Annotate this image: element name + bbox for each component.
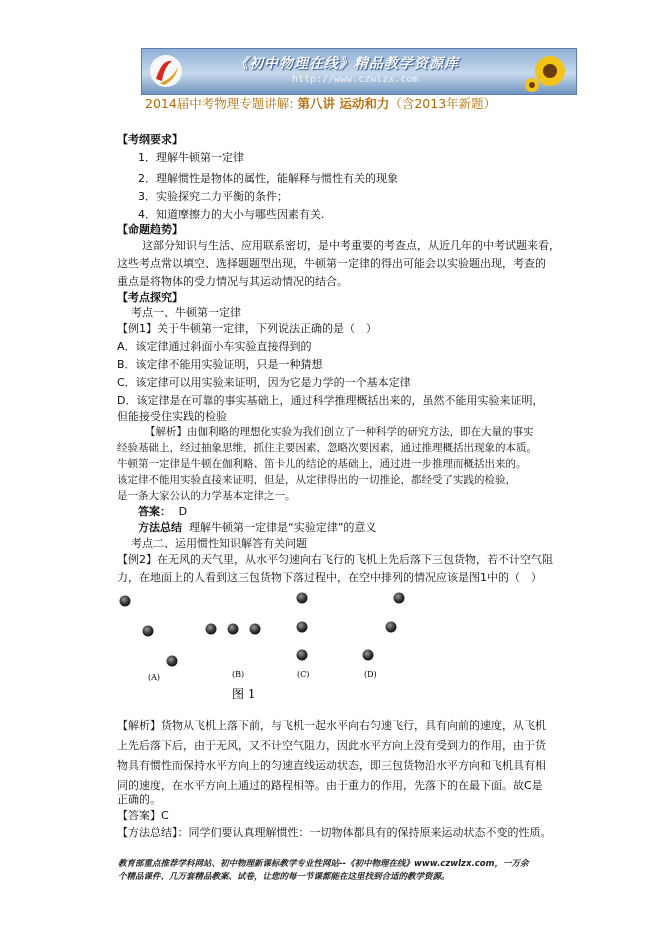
example1-analysis-line: 【解析】由伽利略的理想化实验为我们创立了一种科学的研究方法，即在大量的事实 [145,426,534,438]
mingti-line: 重点是将物体的受力情况与其运动情况的结合。 [117,275,348,288]
footer-line: 个精品课件、几万套精品教案、试卷，让您的每一节课都能在这里找到合适的教学资源。 [118,872,450,882]
example2-analysis-line: 同的速度，在水平方向上通过的路程相等。由于重力的作用，先落下的在最下面。故C是 [117,779,543,792]
figure-label-d: (D) [364,670,377,679]
figure-1 [110,585,410,705]
example1-question: 【例1】关于牛顿第一定律，下列说法正确的是（ ） [117,322,377,335]
kaogang-item: 1．理解牛顿第一定律 [138,151,244,164]
example1-option-a: A．该定律通过斜面小车实验直接得到的 [117,340,312,353]
package-dot [143,626,154,637]
package-dot [228,624,239,635]
example2-question-line: 力，在地面上的人看到这三包货物下落过程中，在空中排列的情况应该是图1中的（ ） [117,571,542,584]
package-dot [394,593,405,604]
example1-option-d-cont: 但能接受住实践的检验 [117,410,227,423]
banner-title: 《初中物理在线》精品教学资源库 [234,56,459,72]
example2-analysis-line: 【解析】货物从飞机上落下前，与飞机一起水平向右匀速飞行，具有向前的速度，从飞机 [117,719,546,732]
section-kaodian: 【考点探究】 [117,291,183,304]
kaodian-1-heading: 考点一、牛顿第一定律 [131,306,241,319]
title-sep: : [289,96,298,111]
package-dot [120,596,131,607]
site-logo-icon [148,53,184,89]
example1-option-b: B．该定律不能用实验证明，只是一种猜想 [117,358,323,371]
answer-value: D [178,505,188,518]
section-mingti: 【命题趋势】 [117,223,183,236]
figure-label-c: (C) [297,670,310,679]
example1-option-c: C．该定律可以用实验来证明，因为它是力学的一个基本定律 [117,376,411,389]
site-banner [141,48,577,95]
example2-answer: 【答案】C [117,809,169,822]
page-footer [118,858,578,884]
kaogang-item: 4．知道摩擦力的大小与哪些因素有关. [138,208,325,221]
title-suffix: （含2013年新题） [389,96,497,111]
figure-label-a: (A) [148,673,161,682]
kaogang-item: 2．理解惯性是物体的属性，能解释与惯性有关的现象 [138,172,398,185]
example2-method: 【方法总结】：同学们要认真理解惯性：一切物体都具有的保持原来运动状态不变的性质。 [117,826,552,839]
page-title [145,94,496,112]
package-dot [297,650,308,661]
package-dot [206,624,217,635]
example2-question-line: 【例2】在无风的天气里，从水平匀速向右飞行的飞机上先后落下三包货物，若不计空气阻 [117,553,553,566]
package-dot [250,624,261,635]
package-dot [363,650,374,661]
example1-analysis-line: 该定律不能用实验直接来证明，但是，从定律得出的一切推论，都经受了实践的检验， [117,474,516,486]
package-dot [167,656,178,667]
example1-analysis-line: 是一条大家公认的力学基本定律之一。 [117,490,296,502]
mingti-line: 这部分知识与生活、应用联系密切，是中考重要的考查点，从近几年的中考试题来看， [142,239,560,252]
sunflower-icon [524,51,572,93]
answer-label: 答案： [138,505,171,518]
kaodian-2-heading: 考点二、运用惯性知识解答有关问题 [131,537,307,550]
kaogang-item: 3．实验探究二力平衡的条件； [138,190,288,203]
package-dot [297,622,308,633]
title-prefix: 2014届中考物理专题讲解 [145,96,290,111]
package-dot [386,622,397,633]
title-topic: 第八讲 运动和力 [297,96,390,111]
example2-analysis-line: 正确的。 [117,793,161,806]
example1-analysis-line: 牛顿第一定律是牛顿在伽利略、笛卡儿的结论的基础上，通过进一步推理而概括出来的。 [117,458,527,470]
package-dot [297,593,308,604]
example1-analysis-line: 经验基础上，经过抽象思维，抓住主要因素，忽略次要因素，通过推理概括出现象的本质。 [117,442,537,454]
figure-label-b: (B) [232,670,245,679]
example1-option-d: D．该定律是在可靠的事实基础上，通过科学推理概括出来的，虽然不能用实验来证明， [117,394,544,407]
mingti-line: 这些考点常以填空、选择题题型出现，牛顿第一定律的得出可能会以实验题出现，考查的 [117,257,546,270]
method-text: 理解牛顿第一定律是“实验定律”的意义 [189,521,377,534]
banner-url[interactable]: http://www.czwlzx.com [292,74,419,85]
section-kaogang: 【考纲要求】 [117,133,183,146]
footer-line: 教育部重点推荐学科网站、初中物理新课标教学专业性网站--《初中物理在线》www.czwlzx.com，一万余 [118,859,529,869]
example2-analysis-line: 上先后落下后，由于无风，又不计空气阻力，因此水平方向上没有受到力的作用，由于货 [117,739,546,752]
example2-analysis-line: 物具有惯性而保持水平方向上的匀速直线运动状态，即三包货物沿水平方向和飞机具有相 [117,759,546,772]
figure-caption: 图 1 [232,687,256,701]
method-label: 方法总结 [138,521,182,534]
